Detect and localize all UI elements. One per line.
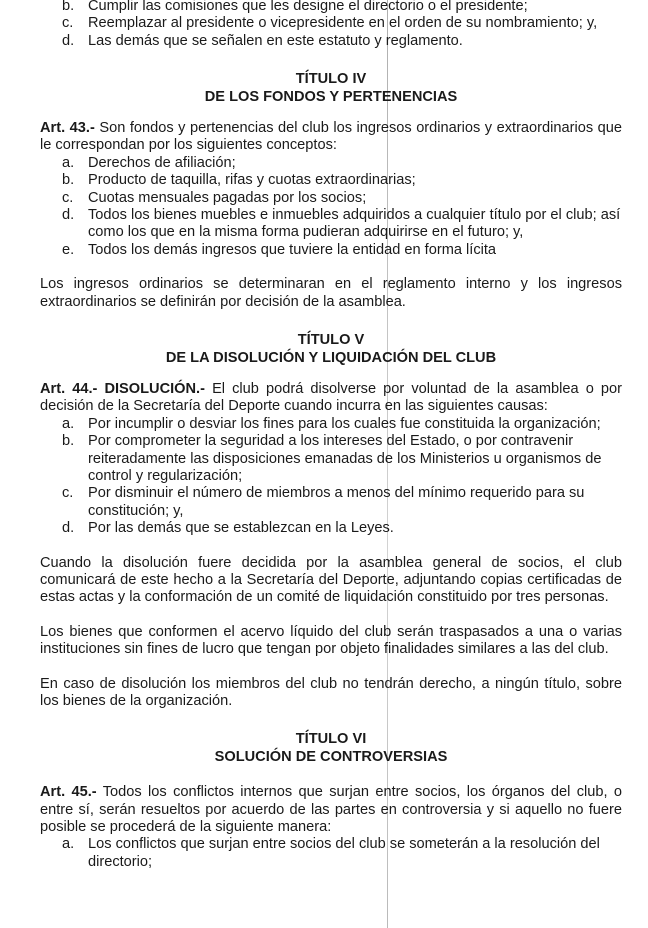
list-top — [40, 0, 622, 50]
list-item-text: Las demás que se señalen en este estatuto y reglamento. — [88, 32, 463, 49]
list-marker: a. — [62, 415, 75, 432]
list-item — [40, 433, 622, 485]
article-44-paragraph-2: Los bienes que conformen el acervo líquido del club serán traspasados a una o varias instituciones sin fines de lucro que tengan por objeto finalidades similares a las del club. — [40, 623, 622, 658]
list-marker: a. — [62, 836, 75, 853]
list-marker: d. — [62, 32, 75, 49]
list-item-text: Cumplir las comisiones que les designe el directorio o el presidente; — [88, 0, 528, 14]
list-item-text: Por incumplir o desviar los fines para los cuales fue constituida la organización; — [88, 415, 601, 432]
article-44-paragraph — [40, 381, 622, 416]
list-item-text: Por disminuir el número de miembros a menos del mínimo requerido para su constitución; y, — [88, 485, 585, 519]
heading-title: DE LOS FONDOS Y PERTENENCIAS — [204, 88, 458, 105]
list-item-text: Reemplazar al presidente o vicepresidente en el orden de su nombramiento; y, — [88, 15, 598, 32]
article-43-list — [40, 155, 622, 259]
list-item — [40, 242, 622, 259]
heading-number: TÍTULO VI — [295, 731, 367, 748]
list-item-text: Cuotas mensuales pagadas por los socios; — [88, 189, 367, 206]
article-43-closing: Los ingresos ordinarios se determinaran en el reglamento interno y los ingresos extraordinarios se definirán por decisión de la asamblea. — [40, 276, 622, 310]
article-label: Art. 44.- DISOLUCIÓN.- — [40, 380, 205, 397]
list-item — [40, 836, 622, 871]
article-44-paragraph-1: Cuando la disolución fuere decidida por la asamblea general de socios, el club comunicará de este hecho a la Secretaría del Deporte, adjuntando copias certificadas de estas actas y la conformación de un comité de liquidación constituido por tres personas. — [40, 554, 622, 606]
document-page — [40, 0, 622, 871]
heading-title: DE LA DISOLUCIÓN Y LIQUIDACIÓN DEL CLUB — [165, 349, 497, 366]
section-heading-titulo-v — [40, 332, 622, 367]
list-marker: b. — [62, 433, 75, 450]
list-item — [40, 485, 622, 520]
list-marker: b. — [62, 172, 75, 189]
heading-number: TÍTULO V — [297, 332, 365, 349]
heading-title: SOLUCIÓN DE CONTROVERSIAS — [214, 748, 448, 765]
list-item-text: Producto de taquilla, rifas y cuotas extraordinarias; — [88, 172, 416, 189]
list-item — [40, 207, 622, 242]
list-item — [40, 0, 622, 15]
list-item-text: Los conflictos que surjan entre socios del club se someterán a la resolución del directorio; — [88, 836, 600, 870]
article-45-list — [40, 836, 622, 871]
list-marker: c. — [62, 15, 74, 32]
list-marker: d. — [62, 207, 75, 224]
heading-number: TÍTULO IV — [295, 71, 367, 88]
section-heading-titulo-iv — [40, 71, 622, 106]
section-heading-titulo-vi — [40, 731, 622, 766]
list-item — [40, 155, 622, 172]
list-marker: c. — [62, 485, 74, 502]
article-label: Art. 45.- — [40, 784, 97, 801]
list-item — [40, 190, 622, 207]
list-item-text: Derechos de afiliación; — [88, 154, 236, 171]
list-item — [40, 33, 622, 50]
article-44-list — [40, 416, 622, 538]
list-item — [40, 15, 622, 32]
list-item-text: Por las demás que se establezcan en la Leyes. — [88, 520, 394, 537]
article-45-paragraph — [40, 784, 622, 836]
list-marker: b. — [62, 0, 75, 14]
list-item-text: Por comprometer la seguridad a los intereses del Estado, o por contravenir reiteradamente las disposiciones emanadas de los Ministerios u organismos de control y regularización; — [88, 433, 602, 484]
list-item — [40, 172, 622, 189]
list-item — [40, 520, 622, 537]
list-item-text: Todos los bienes muebles e inmuebles adquiridos a cualquier título por el club; así como los que en la misma forma pudieran adquirirse en el futuro; y, — [88, 207, 621, 241]
list-marker: c. — [62, 189, 74, 206]
list-item — [40, 416, 622, 433]
list-item-text: Todos los demás ingresos que tuviere la entidad en forma lícita — [88, 241, 497, 258]
article-44-paragraph-3: En caso de disolución los miembros del club no tendrán derecho, a ningún título, sobre los bienes de la organización. — [40, 675, 622, 709]
list-marker: e. — [62, 241, 75, 258]
article-text: El club podrá disolverse por voluntad de la asamblea o por decisión de la Secretaría del Deporte cuando incurra en las siguientes causas: — [40, 380, 623, 415]
list-marker: d. — [62, 520, 75, 537]
article-text: Todos los conflictos internos que surjan entre socios, los órganos del club, o entre sí, serán resueltos por acuerdo de las partes en controversia y si aquello no fuere posible se procederá de la siguiente manera: — [40, 784, 622, 836]
list-marker: a. — [62, 154, 75, 171]
article-43-paragraph — [40, 120, 622, 155]
article-text: Son fondos y pertenencias del club los ingresos ordinarios y extraordinarios que le correspondan por los siguientes conceptos: — [40, 120, 622, 154]
article-label: Art. 43.- — [40, 120, 95, 137]
